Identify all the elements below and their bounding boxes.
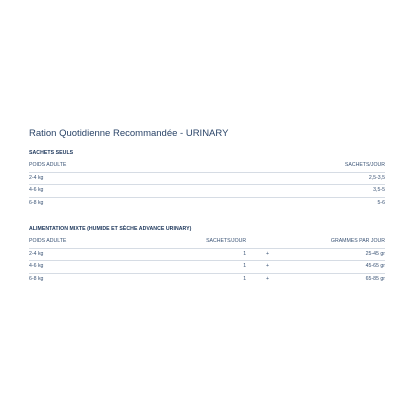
cell-sachets: 3,5-5 (296, 185, 385, 198)
section-heading-sachets-seuls: SACHETS SEULS (29, 150, 74, 156)
cell-weight: 2-4 kg (29, 172, 296, 185)
cell-sachets: 1 (243, 275, 247, 282)
cell-weight: 6-8 kg (29, 275, 44, 282)
cell-weight: 4-6 kg (29, 185, 296, 198)
table-row (29, 248, 385, 261)
cell-sachets: 5-6 (377, 199, 385, 206)
cell-grammes: 65-85 gr (365, 275, 385, 282)
cell-weight: 2-4 kg (29, 248, 171, 261)
column-header-sachets: SACHETS/JOUR (171, 236, 246, 248)
table-header-row (29, 236, 385, 248)
cell-weight: 6-8 kg (29, 199, 44, 206)
cell-plus: + (246, 248, 289, 261)
column-header-poids: POIDS ADULTE (29, 160, 296, 172)
column-header-plus (246, 236, 289, 248)
column-header-sachets: SACHETS/JOUR (296, 160, 385, 172)
cell-sachets: 2,5-3,5 (296, 172, 385, 185)
page-title: Ration Quotidienne Recommandée - URINARY (29, 128, 229, 139)
cell-weight: 4-6 kg (29, 261, 171, 274)
table-alimentation-mixte (29, 236, 385, 285)
table-row (29, 172, 385, 185)
column-header-poids: POIDS ADULTE (29, 236, 171, 248)
cell-plus: + (265, 275, 270, 282)
cell-grammes: 45-65 gr (289, 261, 385, 274)
table-row (29, 273, 385, 285)
cell-grammes: 25-45 gr (289, 248, 385, 261)
table-row (29, 185, 385, 198)
ration-document (29, 128, 385, 285)
column-header-grammes: GRAMMES PAR JOUR (289, 236, 385, 248)
section-heading-alimentation-mixte: ALIMENTATION MIXTE (HUMIDE ET SÈCHE ADVANCE URINARY) (29, 226, 192, 232)
cell-plus: + (246, 261, 289, 274)
table-row (29, 261, 385, 274)
table-header-row (29, 160, 385, 172)
cell-sachets: 1 (171, 248, 246, 261)
table-row (29, 197, 385, 209)
cell-sachets: 1 (171, 261, 246, 274)
table-sachets-seuls (29, 160, 385, 209)
